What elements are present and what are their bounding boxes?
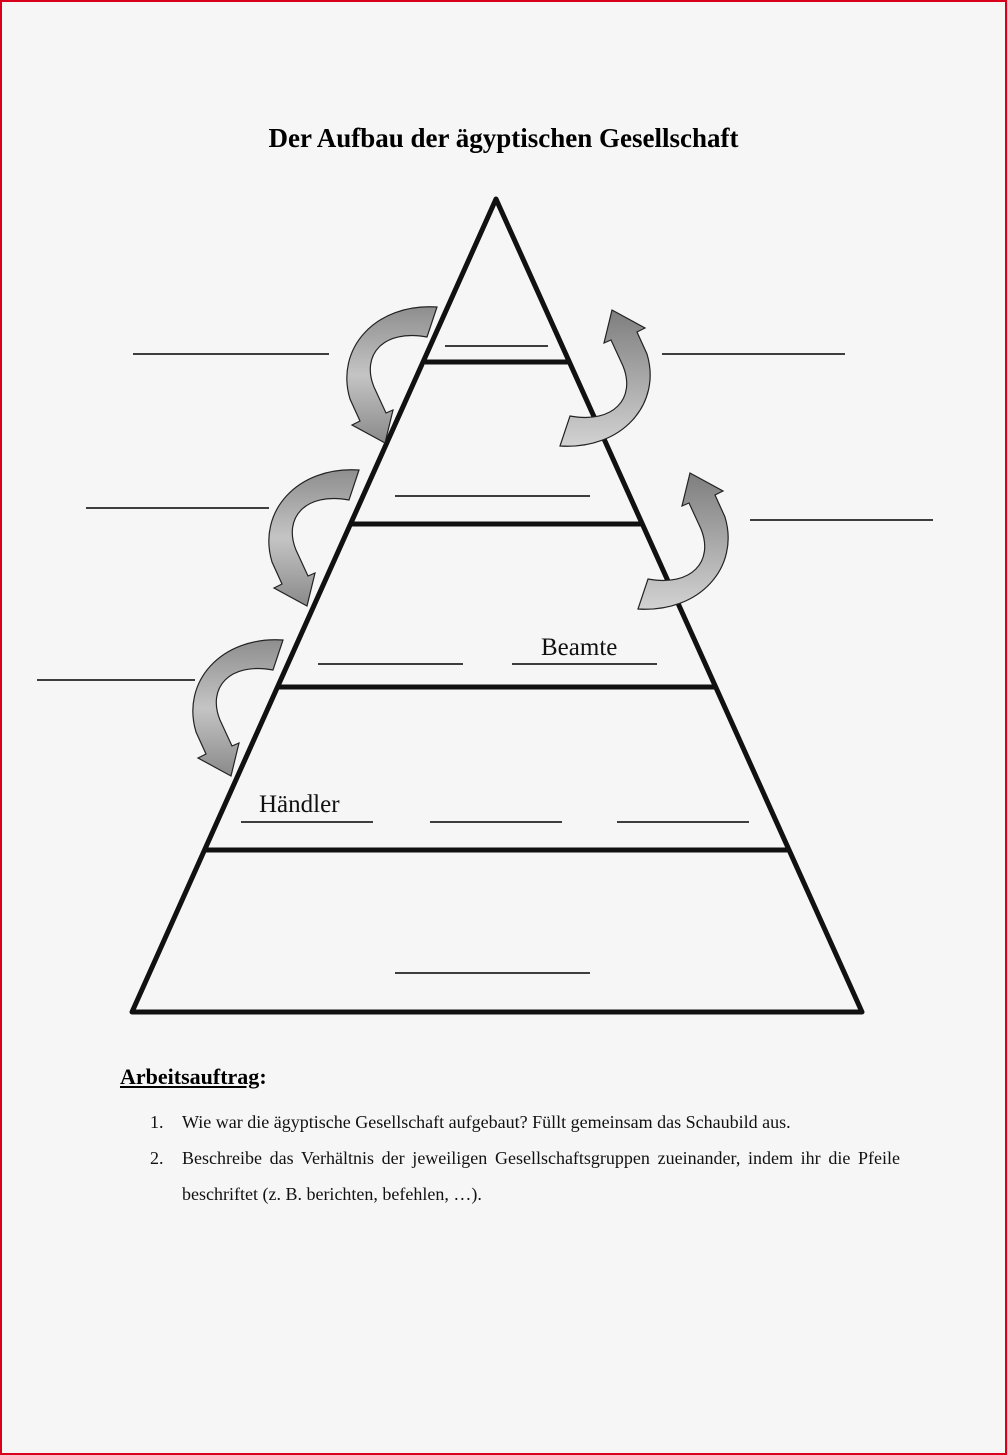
task-list	[150, 1104, 900, 1212]
task-item-1	[150, 1104, 900, 1140]
task-item-number: 1.	[150, 1112, 164, 1132]
curved-arrow-up-icon-1	[560, 310, 650, 446]
society-pyramid-diagram	[2, 2, 1005, 1062]
task-item-text: Beschreibe das Verhältnis der jeweiligen Gesellschaftsgruppen zueinander, indem ihr die Pfeile beschriftet (z. B. berichten, befehlen, …).	[182, 1148, 900, 1204]
pyramid-outline	[132, 199, 862, 1012]
curved-arrow-down-icon-1	[347, 307, 437, 443]
task-heading: Arbeitsauftrag:	[120, 1064, 267, 1089]
task-item-text: Wie war die ägyptische Gesellschaft aufgebaut? Füllt gemeinsam das Schaubild aus.	[182, 1112, 791, 1132]
page-title: Der Aufbau der ägyptischen Gesellschaft	[268, 123, 739, 153]
label-haendler: Händler	[259, 791, 340, 818]
task-item-number: 2.	[150, 1148, 164, 1168]
task-item-2	[150, 1140, 900, 1212]
label-beamte: Beamte	[541, 634, 618, 661]
